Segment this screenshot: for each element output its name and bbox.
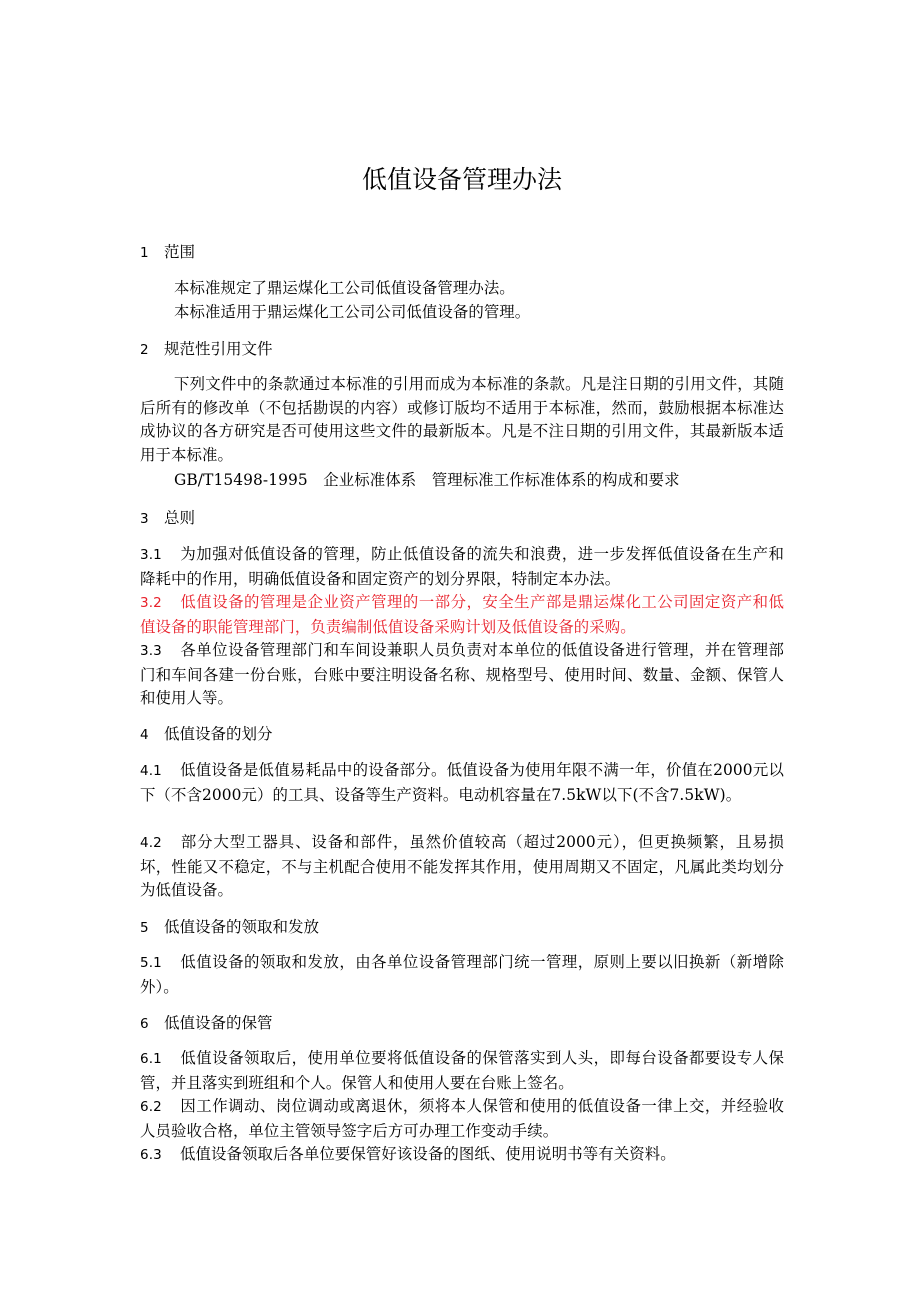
clause-6-2 — [140, 1095, 784, 1143]
section-2-paragraph-1: 下列文件中的条款通过本标准的引用而成为本标准的条款。凡是注日期的引用文件，其随后所有的修改单（不包括勘误的内容）或修订版均不适用于本标准，然而，鼓励根据本标准达成协议的各方研究是否可使用这些文件的最新版本。凡是不注日期的引用文件，其最新版本适用于本标准。 — [140, 375, 784, 464]
section-title: 规范性引用文件 — [164, 340, 273, 358]
clause-5-1 — [140, 951, 784, 999]
clause-number: 6.3 — [140, 1147, 162, 1163]
clause-number: 4.1 — [140, 763, 162, 779]
section-title: 低值设备的领取和发放 — [164, 918, 320, 936]
section-4-heading — [140, 723, 273, 746]
clause-text: 低值设备是低值易耗品中的设备部分。低值设备为使用年限不满一年，价值在2000元以下（不含2000元）的工具、设备等生产资料。电动机容量在7.5kW以下(不含7.5kW)。 — [140, 761, 784, 804]
clause-number: 6.2 — [140, 1099, 162, 1115]
section-number: 5 — [140, 920, 149, 936]
clause-4-2 — [140, 831, 784, 903]
section-title: 低值设备的划分 — [164, 725, 273, 743]
clause-4-1 — [140, 759, 784, 807]
clause-text: 低值设备的领取和发放，由各单位设备管理部门统一管理，原则上要以旧换新（新增除外）。 — [140, 953, 784, 996]
document-title: 低值设备管理办法 — [361, 165, 562, 194]
section-title: 总则 — [164, 509, 196, 527]
section-3-heading — [140, 507, 195, 530]
clause-3-1 — [140, 543, 784, 591]
section-1-heading — [140, 241, 195, 264]
clause-6-1 — [140, 1047, 784, 1095]
section-1-paragraph-1: 本标准规定了鼎运煤化工公司低值设备管理办法。 — [174, 279, 515, 297]
section-number: 2 — [140, 342, 149, 358]
clause-text: 为加强对低值设备的管理，防止低值设备的流失和浪费，进一步发挥低值设备在生产和降耗中的作用，明确低值设备和固定资产的划分界限，特制定本办法。 — [140, 545, 784, 588]
section-2-heading — [140, 338, 273, 361]
clause-number: 3.2 — [140, 595, 162, 611]
clause-6-3 — [140, 1143, 784, 1168]
clause-3-2-highlighted — [140, 591, 784, 639]
clause-number: 4.2 — [140, 835, 162, 851]
clause-text: 各单位设备管理部门和车间设兼职人员负责对本单位的低值设备进行管理，并在管理部门和车间各建一份台账，台账中要注明设备名称、规格型号、使用时间、数量、金额、保管人和使用人等。 — [140, 641, 784, 707]
clause-number: 6.1 — [140, 1051, 162, 1067]
section-number: 6 — [140, 1016, 149, 1032]
clause-number: 3.1 — [140, 547, 162, 563]
section-title: 低值设备的保管 — [164, 1014, 273, 1032]
clause-text: 低值设备领取后，使用单位要将低值设备的保管落实到人头，即每台设备都要设专人保管，并且落实到班组和个人。保管人和使用人要在台账上签名。 — [140, 1049, 784, 1092]
section-6-heading — [140, 1012, 273, 1035]
section-2-reference: GB/T15498-1995 企业标准体系 管理标准工作标准体系的构成和要求 — [174, 471, 680, 489]
clause-3-3 — [140, 639, 784, 711]
clause-number: 3.3 — [140, 643, 162, 659]
clause-text: 低值设备领取后各单位要保管好该设备的图纸、使用说明书等有关资料。 — [180, 1145, 676, 1163]
section-title: 范围 — [164, 243, 196, 261]
section-number: 4 — [140, 727, 149, 743]
section-number: 3 — [140, 511, 149, 527]
clause-text: 因工作调动、岗位调动或离退休，须将本人保管和使用的低值设备一律上交，并经验收人员验收合格，单位主管领导签字后方可办理工作变动手续。 — [140, 1097, 784, 1140]
section-5-heading — [140, 916, 319, 939]
section-number: 1 — [140, 245, 149, 261]
clause-text: 低值设备的管理是企业资产管理的一部分，安全生产部是鼎运煤化工公司固定资产和低值设备的职能管理部门，负责编制低值设备采购计划及低值设备的采购。 — [140, 593, 784, 636]
clause-text: 部分大型工器具、设备和部件，虽然价值较高（超过2000元），但更换频繁，且易损坏，性能又不稳定，不与主机配合使用不能发挥其作用，使用周期又不固定，凡属此类均划分为低值设备。 — [140, 833, 784, 899]
section-1-paragraph-2: 本标准适用于鼎运煤化工公司公司低值设备的管理。 — [174, 303, 531, 321]
clause-number: 5.1 — [140, 955, 162, 971]
